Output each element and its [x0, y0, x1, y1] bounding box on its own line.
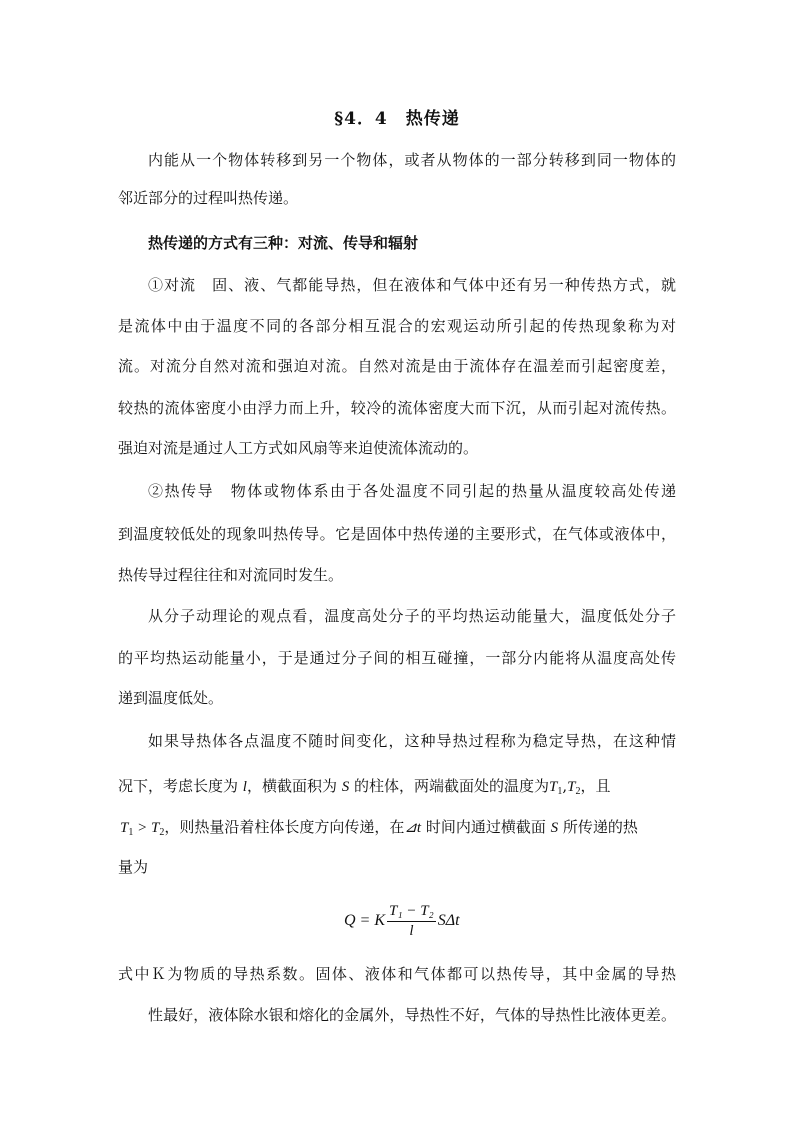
ineq-t1-subscript: 1 — [128, 827, 134, 838]
formula-fraction — [387, 903, 436, 940]
inequality-t2-symbol — [151, 820, 164, 836]
convection-line-2: 是流体中由于温度不同的各部分相互混合的宏观运动所引起的传热现象称为对 — [118, 317, 676, 335]
conclusion-line-1: 式中Ｋ为物质的导热系数。固体、液体和气体都可以热传导，其中金属的导热 — [118, 965, 676, 983]
modes-heading: 热传递的方式有三种：对流、传导和辐射 — [148, 234, 419, 252]
greater-than-sign: > — [133, 820, 151, 836]
cross-section-symbol: S — [550, 820, 559, 836]
temperature-comma: , — [562, 777, 568, 795]
formula-numerator: T₁ − T₂ — [387, 903, 436, 922]
steady-line-2-text-b: ，横截面积为 — [246, 777, 342, 795]
formula-denominator: l — [409, 922, 414, 939]
temperature-t2-symbol — [567, 779, 580, 795]
heat-conduction-formula — [344, 896, 460, 946]
steady-line-3 — [120, 817, 678, 843]
ineq-t1-letter: T — [120, 820, 129, 836]
steady-line-4: 量为 — [118, 858, 149, 876]
convection-line-5: 强迫对流是通过人工方式如风扇等来迫使流体流动的。 — [118, 439, 479, 457]
temperature-t1-symbol — [549, 779, 562, 795]
conduction-line-1: ②热传导 物体或物体系由于各处温度不同引起的热量从温度较高处传递 — [148, 482, 676, 500]
convection-line-4: 较热的流体密度小由浮力而上升，较冷的流体密度大而下沉，从而引起对流传热。 — [118, 399, 676, 417]
area-symbol: S — [341, 779, 350, 795]
conduction-line-3: 热传导过程往往和对流同时发生。 — [118, 566, 344, 584]
convection-line-3: 流。对流分自然对流和强迫对流。自然对流是由于流体存在温差而引起密度差， — [118, 357, 676, 375]
intro-line-1: 内能从一个物体转移到另一个物体，或者从物体的一部分转移到同一物体的 — [148, 151, 676, 169]
kinetic-line-2: 的平均热运动能量小，于是通过分子间的相互碰撞，一部分内能将从温度高处传 — [118, 649, 676, 667]
kinetic-line-1: 从分子动理论的观点看，温度高处分子的平均热运动能量大，温度低处分子 — [148, 607, 676, 625]
t2-letter: T — [567, 779, 576, 795]
formula-rhs: SΔt — [437, 912, 460, 929]
t2-subscript: 2 — [575, 786, 581, 797]
steady-line-2-text-d: ，且 — [580, 777, 611, 795]
length-symbol: l — [242, 779, 247, 795]
steady-line-3-text-a: ，则热量沿着柱体长度方向传递，在 — [164, 818, 405, 836]
steady-line-2-text-c: 的柱体，两端截面处的温度为 — [349, 777, 550, 795]
inequality-t1-symbol — [120, 820, 133, 836]
intro-line-2: 邻近部分的过程叫热传递。 — [118, 189, 299, 207]
t1-subscript: 1 — [557, 786, 563, 797]
steady-line-2-text-a: 况下，考虑长度为 — [118, 777, 243, 795]
steady-line-2 — [118, 776, 676, 802]
t1-letter: T — [549, 779, 558, 795]
convection-line-1: ①对流 固、液、气都能导热，但在液体和气体中还有另一种传热方式，就 — [148, 276, 676, 294]
section-title: §4．4 热传递 — [334, 109, 460, 129]
conclusion-line-2: 性最好，液体除水银和熔化的金属外，导热性不好，气体的导热性比液体更差。 — [148, 1006, 676, 1024]
time-interval-symbol: ⊿t — [404, 820, 422, 836]
steady-line-3-text-c: 所传递的热 — [558, 818, 638, 836]
steady-line-1: 如果导热体各点温度不随时间变化，这种导热过程称为稳定导热，在这种情 — [148, 732, 676, 750]
formula-lhs: Q = K — [344, 912, 386, 929]
conduction-line-2: 到温度较低处的现象叫热传导。它是固体中热传递的主要形式，在气体或液体中， — [118, 525, 676, 543]
ineq-t2-subscript: 2 — [159, 827, 165, 838]
ineq-t2-letter: T — [150, 820, 160, 836]
kinetic-line-3: 递到温度低处。 — [118, 689, 224, 707]
steady-line-3-text-b: 时间内通过横截面 — [421, 818, 551, 836]
